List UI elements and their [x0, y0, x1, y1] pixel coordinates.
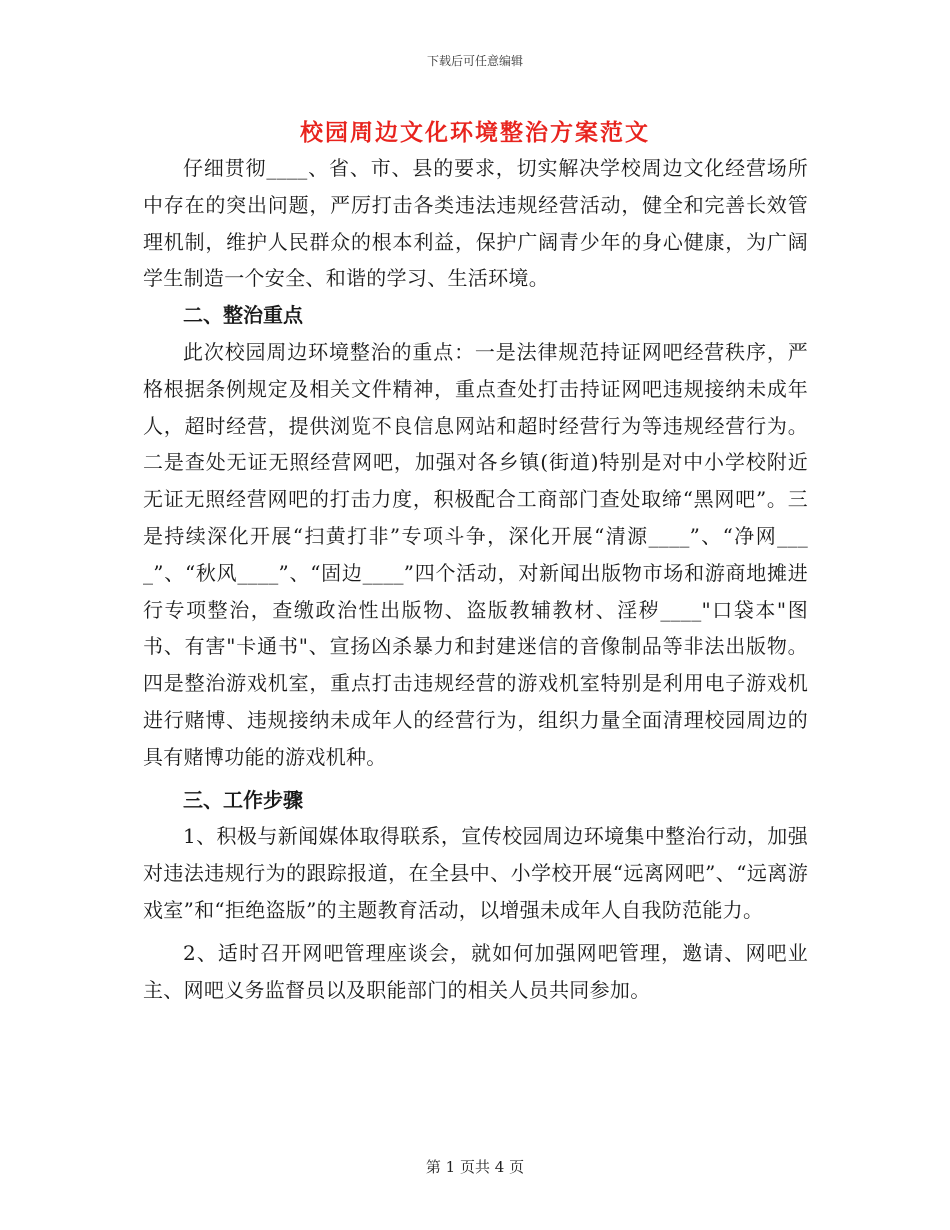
section-body-focus: 此次校园周边环境整治的重点：一是法律规范持证网吧经营秩序，严格根据条例规定及相关文件精神，重点查处打击持证网吧违规接纳未成年人，超时经营，提供浏览不良信息网站和超时经营行为等违规经营行为。二是查处无证无照经营网吧，加强对各乡镇(街道)特别是对中小学校附近无证无照经营网吧的打击力度，积极配合工商部门查处取缔“黑网吧”。三是持续深化开展“扫黄打非”专项斗争，深化开展“清源____”、“净网____”、“秋风____”、“固边____”四个活动，对新闻出版物市场和游商地摊进行专项整治，查缴政治性出版物、盗版教辅教材、淫秽____"口袋本"图书、有害"卡通书"、宣扬凶杀暴力和封建迷信的音像制品等非法出版物。四是整治游戏机室，重点打击违规经营的游戏机室特别是利用电子游戏机进行赌博、违规接纳未成年人的经营行为，组织力量全面清理校园周边的具有赌博功能的游戏机种。: [143, 339, 808, 769]
document-title: 校园周边文化环境整治方案范文: [300, 119, 650, 146]
header-note: 下载后可任意编辑: [426, 54, 523, 68]
step-item-2: 2、适时召开网吧管理座谈会，就如何加强网吧管理，邀请、网吧业主、网吧义务监督员以及职能部门的相关人员共同参加。: [143, 940, 808, 1002]
step-item-1: 1、积极与新闻媒体取得联系，宣传校园周边环境集中整治行动，加强对违法违规行为的跟踪报道，在全县中、小学校开展“远离网吧”、“远离游戏室”和“拒绝盗版”的主题教育活动，以增强未成年人自我防范能力。: [143, 824, 808, 922]
section-heading-steps: 三、工作步骤: [183, 787, 303, 812]
section-heading-focus: 二、整治重点: [183, 303, 303, 328]
intro-paragraph: 仔细贯彻____、省、市、县的要求，切实解决学校周边文化经营场所中存在的突出问题，严厉打击各类违法违规经营活动，健全和完善长效管理机制，维护人民群众的根本利益，保护广阔青少年的身心健康，为广阔学生制造一个安全、和谐的学习、生活环境。: [143, 156, 808, 291]
page-number: 第 1 页共 4 页: [425, 1158, 525, 1176]
document-body: [143, 150, 808, 1008]
